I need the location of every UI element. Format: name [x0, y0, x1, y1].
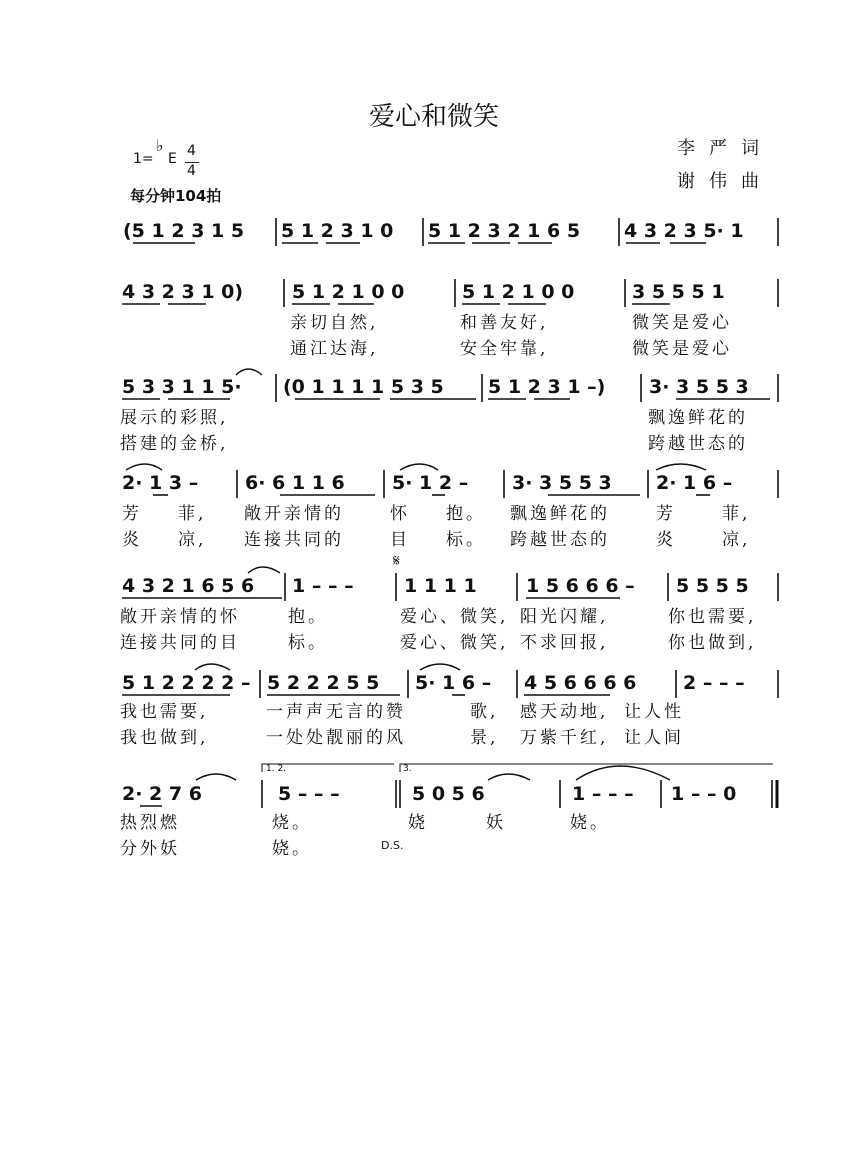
- lyric-s5-l2-a: 连接共同的目: [120, 633, 240, 653]
- notes-s3-m3: 5 1 2 3 1 –): [488, 376, 606, 398]
- lyric-s7-l1-c: 娆: [408, 813, 428, 833]
- key-signature-prefix: 1=: [133, 151, 154, 167]
- notes-s1-m3: 5 1 2 3 2 1 6 5: [428, 220, 581, 242]
- lyric-s7-l1-d: 妖: [486, 813, 506, 833]
- notes-s3-m4: 3· 3 5 5 3: [649, 376, 749, 398]
- lyric-s5-l2-c: 爱心、微笑,: [400, 633, 509, 653]
- lyric-s5-l2-b: 标。: [288, 633, 328, 653]
- lyric-s6-l2-e: 让人间: [624, 728, 684, 748]
- notes-s2-m2: 5 1 2 1 0 0: [292, 281, 405, 303]
- lyric-s4-l1-d: 怀: [390, 504, 410, 524]
- notes-s5-m3: 1 1 1 1: [404, 575, 477, 597]
- lyric-s4-l1-a: 芳: [122, 504, 142, 524]
- lyric-s7-l2-b: 娆。: [272, 839, 312, 859]
- lyric-s6-l2-a: 我也做到,: [120, 728, 209, 748]
- dal-segno-marking: D.S.: [381, 839, 404, 852]
- lyric-s4-l2-f: 跨越世态的: [510, 530, 610, 550]
- lyric-s5-l2-d: 不求回报,: [520, 633, 609, 653]
- lyric-s5-l1-d: 阳光闪耀,: [520, 607, 609, 627]
- notes-s6-m3: 5· 1 6 –: [415, 672, 492, 694]
- lyric-s4-l1-c: 敞开亲情的: [244, 504, 344, 524]
- lyric-s2-l1-a: 亲切自然,: [290, 313, 379, 333]
- tempo-marking: 每分钟104拍: [130, 187, 222, 205]
- lyric-s6-l2-b: 一处处靓丽的风: [266, 728, 406, 748]
- notes-s6-m5: 2 – – –: [683, 672, 745, 694]
- lyricist-credit: 李严词: [677, 138, 773, 159]
- lyric-s4-l1-h: 菲,: [722, 504, 751, 524]
- lyric-s3-l1-b: 飘逸鲜花的: [648, 408, 748, 428]
- lyric-s5-l1-a: 敞开亲情的怀: [120, 607, 240, 627]
- lyric-s3-l2-a: 搭建的金桥,: [120, 434, 229, 454]
- lyric-s6-l1-c: 歌,: [470, 702, 499, 722]
- notes-s7-m3: 5 0 5 6: [412, 783, 485, 805]
- lyric-s7-l1-e: 娆。: [570, 813, 610, 833]
- notes-s7-m4: 1 – – –: [572, 783, 634, 805]
- lyric-s5-l2-e: 你也做到,: [668, 633, 757, 653]
- lyric-s4-l1-b: 菲,: [178, 504, 207, 524]
- notes-s5-m1: 4 3 2 1 6 5 6: [122, 575, 255, 597]
- lyric-s7-l1-a: 热烈燃: [120, 813, 180, 833]
- notes-s2-m4: 3 5 5 5 1: [632, 281, 725, 303]
- notes-s4-m2: 6· 6 1 1 6: [245, 472, 345, 494]
- lyric-s4-l2-c: 连接共同的: [244, 530, 344, 550]
- lyric-s7-l2-a: 分外妖: [120, 839, 180, 859]
- lyric-s5-l1-e: 你也需要,: [668, 607, 757, 627]
- notes-s5-m5: 5 5 5 5: [676, 575, 749, 597]
- segno-icon: 𝄋: [393, 551, 400, 570]
- notes-s7-m5: 1 – – 0: [671, 783, 737, 805]
- lyric-s6-l1-e: 让人性: [624, 702, 684, 722]
- notes-s4-m5: 2· 1 6 –: [656, 472, 733, 494]
- notes-s4-m1: 2· 1 3 –: [122, 472, 199, 494]
- notes-s3-m1: 5 3 3 1 1 5·: [122, 376, 242, 398]
- lyric-s3-l2-b: 跨越世态的: [648, 434, 748, 454]
- time-signature-top: 4: [187, 143, 196, 159]
- notes-s2-m3: 5 1 2 1 0 0: [462, 281, 575, 303]
- lyric-s6-l1-d: 感天动地,: [520, 702, 609, 722]
- notes-s4-m4: 3· 3 5 5 3: [512, 472, 612, 494]
- volta-brackets: [262, 764, 773, 772]
- notes-s4-m3: 5· 1 2 –: [392, 472, 469, 494]
- notes-s1-m4: 4 3 2 3 5· 1: [624, 220, 744, 242]
- lyric-s4-l1-e: 抱。: [446, 504, 486, 524]
- composer-credit: 谢伟曲: [677, 171, 773, 192]
- lyric-s4-l1-f: 飘逸鲜花的: [510, 504, 610, 524]
- lyric-s4-l2-b: 凉,: [178, 530, 207, 550]
- notes-s7-m1: 2· 2 7 6: [122, 783, 202, 805]
- notes-s2-m1: 4 3 2 3 1 0): [122, 281, 244, 303]
- lyric-s4-l2-e: 标。: [446, 530, 486, 550]
- notes-s6-m4: 4 5 6 6 6 6: [524, 672, 637, 694]
- lyric-s2-l2-a: 通江达海,: [290, 339, 379, 359]
- notes-s5-m4: 1 5 6 6 6 –: [526, 575, 635, 597]
- song-title: 爱心和微笑: [368, 102, 499, 132]
- lyric-s6-l2-d: 万紫千红,: [520, 728, 609, 748]
- lyric-s3-l1-a: 展示的彩照,: [120, 408, 229, 428]
- lyric-s4-l2-a: 炎: [122, 530, 142, 550]
- lyric-s2-l1-c: 微笑是爱心: [632, 313, 732, 333]
- key-signature-letter: E: [168, 151, 177, 167]
- notes-s5-m2: 1 – – –: [292, 575, 354, 597]
- lyric-s5-l1-b: 抱。: [288, 607, 328, 627]
- lyric-s2-l2-b: 安全牢靠,: [460, 339, 549, 359]
- notes-s1-m1: (5 1 2 3 1 5: [123, 220, 245, 242]
- lyric-s4-l2-h: 凉,: [722, 530, 751, 550]
- lyric-s5-l1-c: 爱心、微笑,: [400, 607, 509, 627]
- lyric-s6-l1-a: 我也需要,: [120, 702, 209, 722]
- flat-sign-icon: ♭: [156, 136, 164, 155]
- notes-s1-m2: 5 1 2 3 1 0: [281, 220, 394, 242]
- lyric-s6-l2-c: 景,: [470, 728, 499, 748]
- lyric-s7-l1-b: 烧。: [272, 813, 312, 833]
- notes-s3-m2: (0 1 1 1 1 5 3 5: [283, 376, 444, 398]
- lyric-s4-l2-g: 炎: [656, 530, 676, 550]
- volta-ending-second: 3.: [403, 764, 412, 774]
- time-signature-bottom: 4: [187, 163, 196, 179]
- notes-s6-m2: 5 2 2 2 5 5: [267, 672, 380, 694]
- lyric-s2-l2-c: 微笑是爱心: [632, 339, 732, 359]
- lyric-s6-l1-b: 一声声无言的赞: [266, 702, 406, 722]
- notes-s6-m1: 5 1 2 2 2 2 –: [122, 672, 251, 694]
- lyric-s4-l2-d: 目: [390, 530, 410, 550]
- lyric-s4-l1-g: 芳: [656, 504, 676, 524]
- notes-s7-m2: 5 – – –: [278, 783, 340, 805]
- volta-ending-first: 1. 2.: [266, 764, 287, 774]
- lyric-s2-l1-b: 和善友好,: [460, 313, 549, 333]
